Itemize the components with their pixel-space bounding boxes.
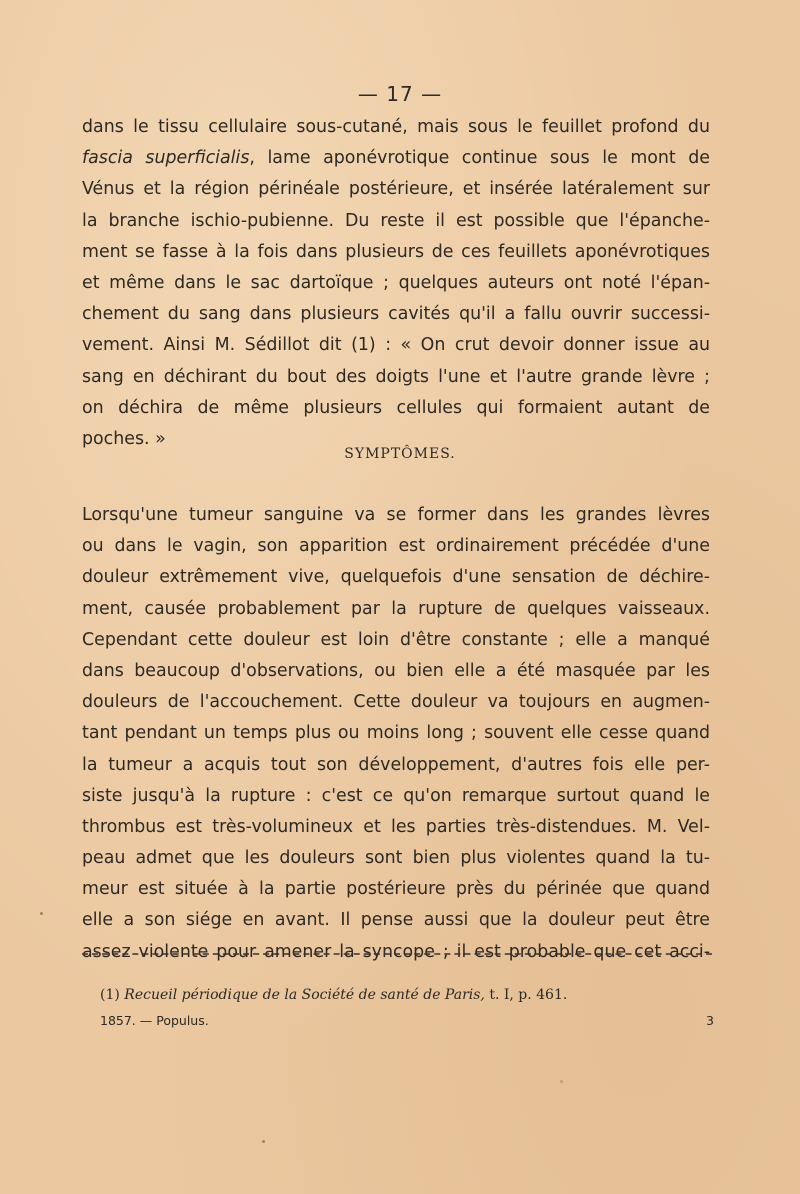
sheet-number: 3 bbox=[706, 1013, 714, 1028]
footnote-marker: (1) bbox=[100, 987, 120, 1003]
text-line: douleurs de l'accouchement. Cette douleur va toujours en augmen- bbox=[82, 692, 710, 713]
text-line: assez violente pour amener la syncope ; il est probable que cet acci- bbox=[82, 941, 710, 962]
paper-speck bbox=[560, 1080, 563, 1083]
page-number: — 17 — bbox=[357, 82, 443, 106]
signature-mark: 1857. — Populus. bbox=[100, 1013, 209, 1028]
text-line: ment se fasse à la fois dans plusieurs de ces feuillets aponévrotiques bbox=[82, 241, 710, 262]
text-line: la tumeur a acquis tout son développement, d'autres fois elle per- bbox=[82, 754, 710, 775]
text-line: thrombus est très-volumineux et les parties très-distendues. M. Vel- bbox=[82, 816, 710, 837]
paragraph-1 bbox=[82, 112, 710, 455]
text-line: ment, causée probablement par la rupture de quelques vaisseaux. bbox=[82, 598, 710, 619]
text-line: poches. » bbox=[82, 428, 166, 449]
text-line: dans beaucoup d'observations, ou bien elle a été masquée par les bbox=[82, 660, 710, 681]
text-line: et même dans le sac dartoïque ; quelques auteurs ont noté l'épan- bbox=[82, 272, 710, 293]
text-line: peau admet que les douleurs sont bien plus violentes quand la tu- bbox=[82, 848, 710, 869]
text-line: Lorsqu'une tumeur sanguine va se former dans les grandes lèvres bbox=[82, 505, 710, 525]
text-line: meur est située à la partie postérieure près du périnée que quand bbox=[82, 879, 710, 900]
paragraph-2 bbox=[82, 500, 710, 968]
text-line: on déchira de même plusieurs cellules qui formaient autant de bbox=[82, 397, 710, 418]
text-line: Cependant cette douleur est loin d'être constante ; elle a manqué bbox=[82, 629, 710, 650]
footnote bbox=[100, 985, 660, 1005]
paper-speck bbox=[40, 912, 43, 915]
signature-line bbox=[100, 1013, 714, 1028]
footnote-citation-ref: t. I, p. 461. bbox=[489, 987, 568, 1003]
text-line: siste jusqu'à la rupture : c'est ce qu'on remarque surtout quand le bbox=[82, 785, 710, 806]
text-line: dans le tissu cellulaire sous-cutané, mais sous le feuillet profond du bbox=[82, 117, 710, 137]
text-line: tant pendant un temps plus ou moins long ; souvent elle cesse quand bbox=[82, 723, 710, 744]
text-line: la branche ischio-pubienne. Du reste il est possible que l'épanche- bbox=[82, 210, 710, 231]
text-line: elle a son siége en avant. Il pense aussi que la douleur peut être bbox=[82, 910, 710, 931]
text-line: Vénus et la région périnéale postérieure, et insérée latéralement sur bbox=[82, 179, 710, 200]
latin-term: fascia superficialis bbox=[82, 148, 250, 169]
text-line: sang en déchirant du bout des doigts l'une et l'autre grande lèvre ; bbox=[82, 366, 710, 387]
footnote-citation-title: Recueil périodique de la Société de santé de Paris, bbox=[124, 987, 485, 1003]
footnote-divider bbox=[82, 953, 712, 955]
section-heading: SYMPTÔMES. bbox=[344, 446, 456, 462]
text-line: douleur extrêmement vive, quelquefois d'une sensation de déchire- bbox=[82, 567, 710, 588]
text-line: fascia superficialis, lame aponévrotique continue sous le mont de bbox=[82, 148, 710, 169]
text-line: chement du sang dans plusieurs cavités qu'il a fallu ouvrir successi- bbox=[82, 304, 710, 325]
paper-speck bbox=[262, 1140, 265, 1143]
text-line: vement. Ainsi M. Sédillot dit (1) : « On crut devoir donner issue au bbox=[82, 335, 710, 356]
text-line: ou dans le vagin, son apparition est ordinairement précédée d'une bbox=[82, 536, 710, 557]
